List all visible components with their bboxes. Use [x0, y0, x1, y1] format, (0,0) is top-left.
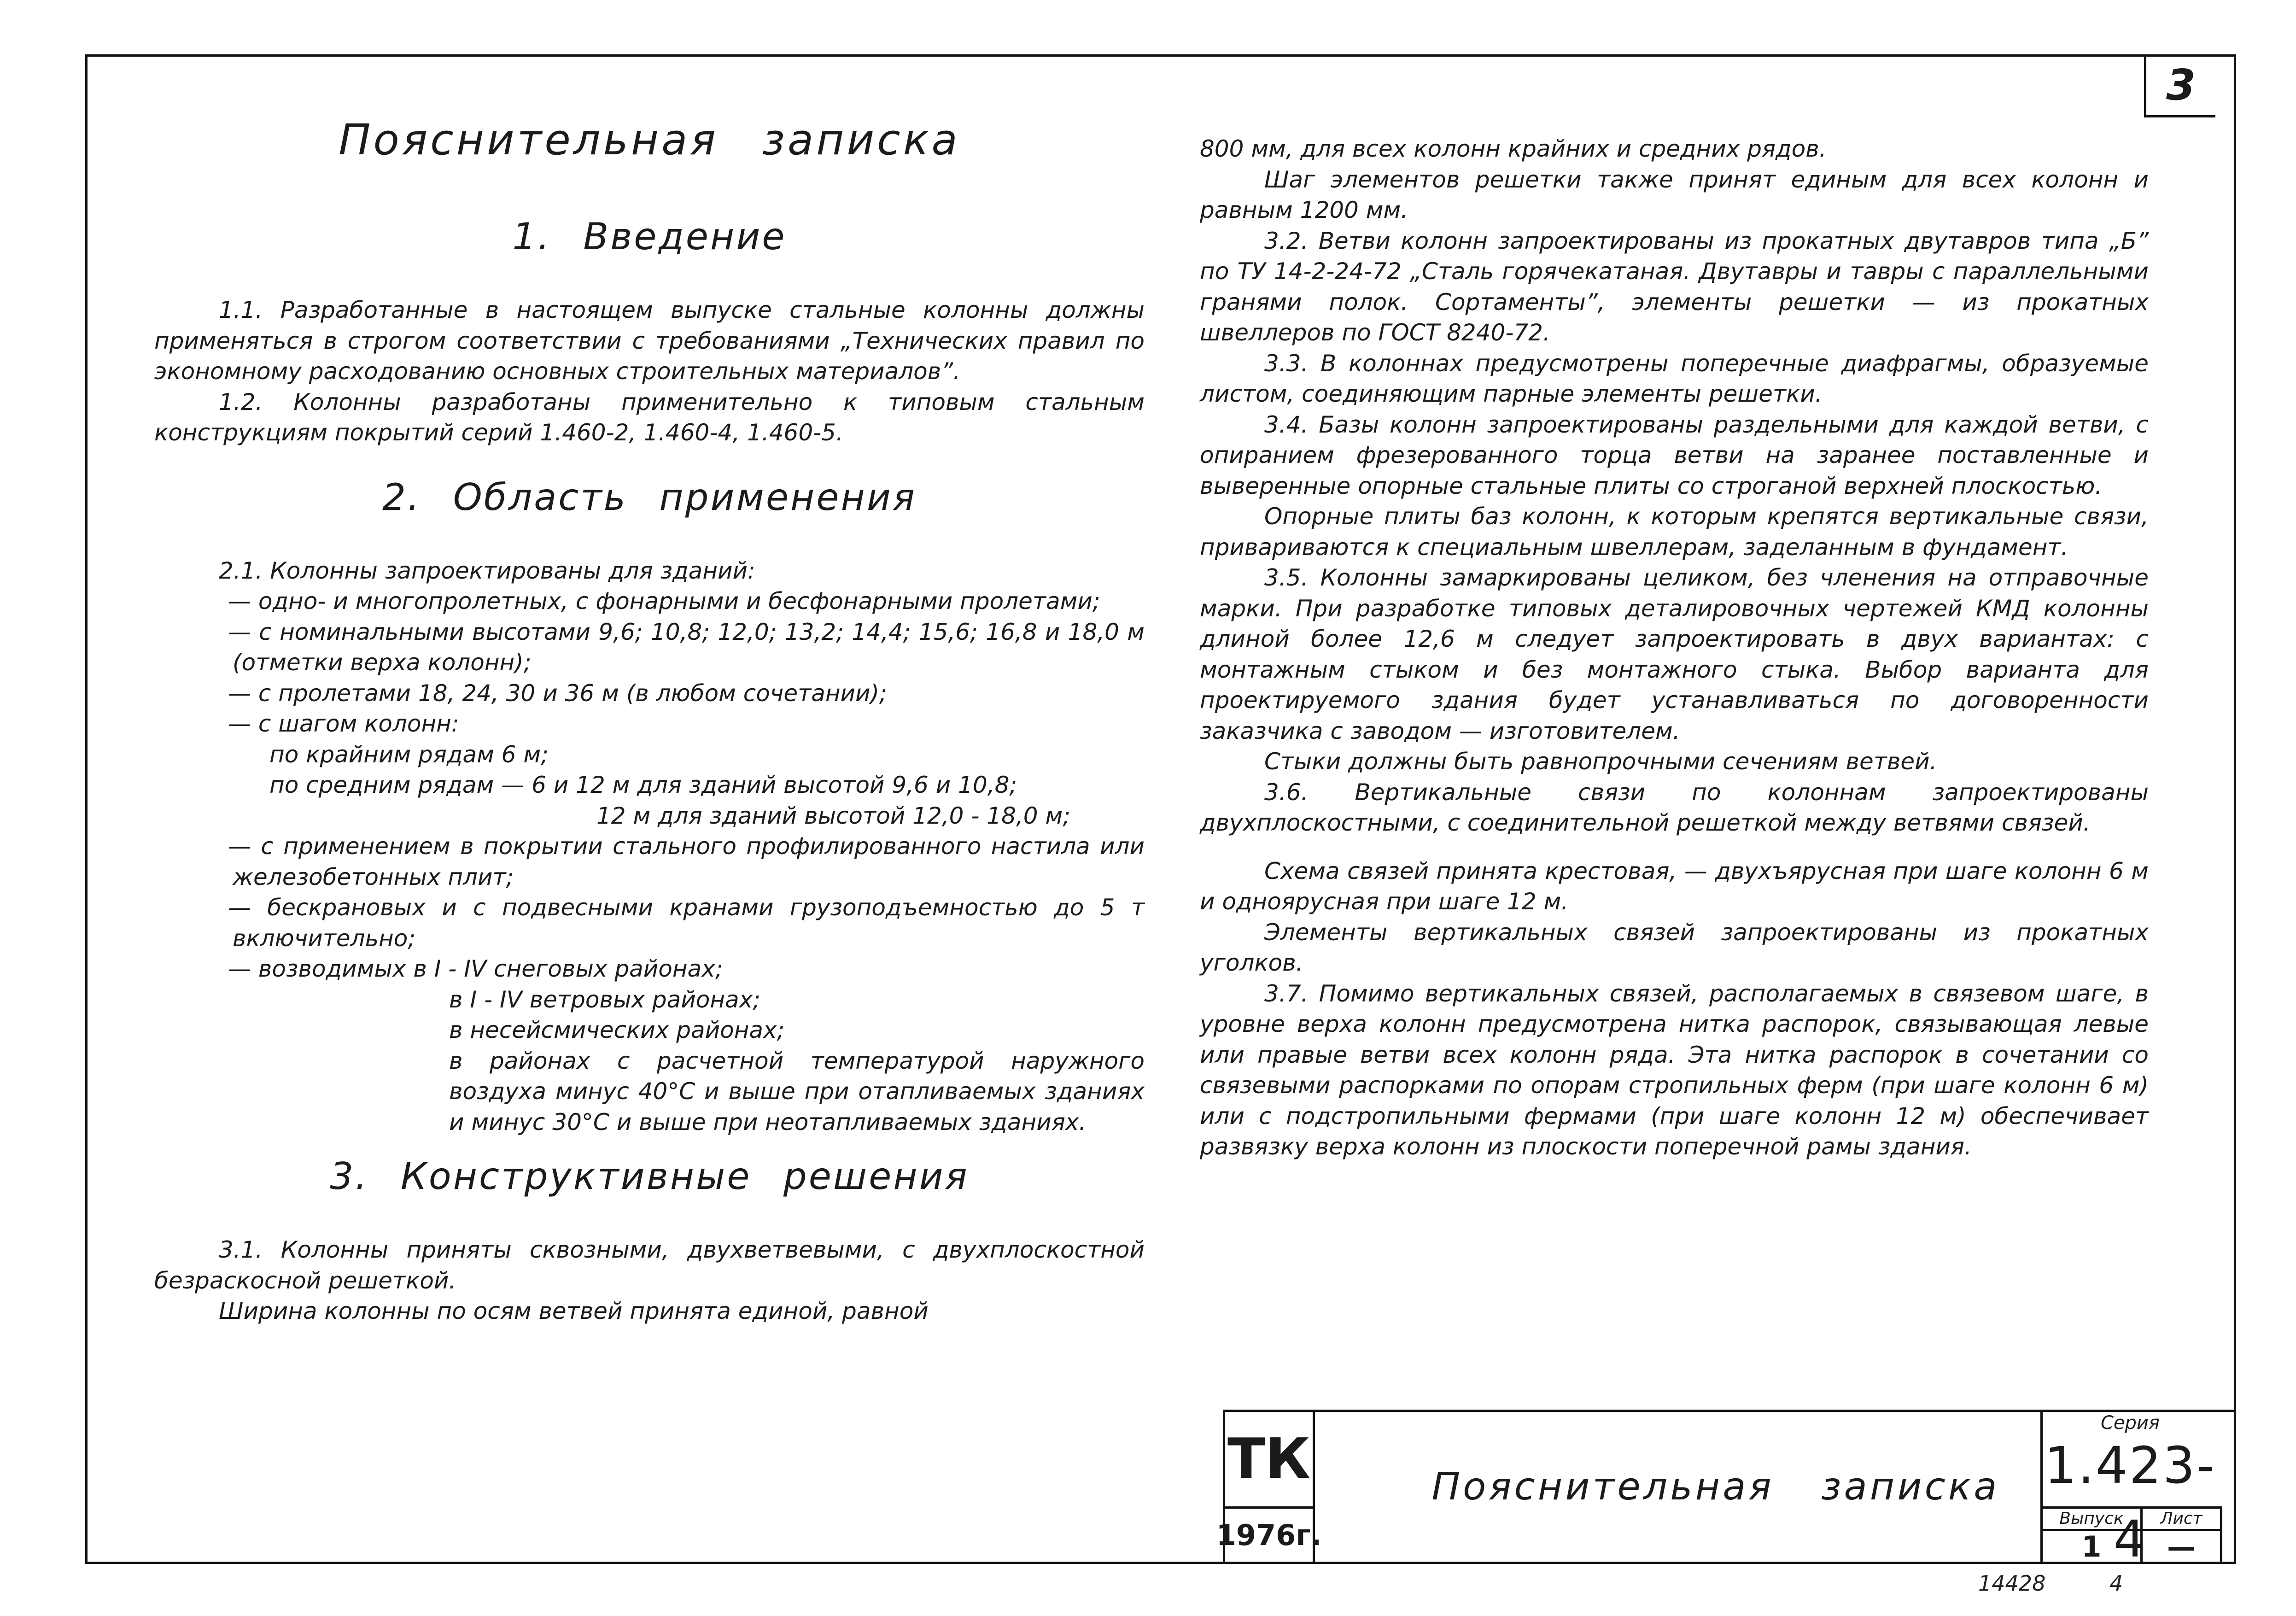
list-item-heights: — с номинальными высотами 9,6; 10,8; 12,0; 13,2; 14,4; 15,6; 16,8 и 18,0 м (отметки верха колонн); [228, 618, 1145, 676]
list-item-column-step: — с шагом колонн: [228, 710, 459, 737]
list-item-spans: — одно- и многопролетных, с фонарными и бесфонарными пролетами; [228, 588, 1100, 615]
section-1-title: 1. Введение [512, 215, 787, 258]
paragraph-3-3: 3.3. В колоннах предусмотрены поперечные диафрагмы, образуемые листом, соединяющим парные элементы решетки. [1200, 350, 2149, 407]
sheet-value: — [2167, 1530, 2196, 1563]
footer-page-number: 4 [2109, 1571, 2123, 1596]
section-3-title: 3. Конструктивные решения [330, 1155, 969, 1198]
paragraph-3-6-scheme: Схема связей принята крестовая, — двухъярусная при шаге колонн 6 м и одноярусная при шаге 12 м. [1200, 857, 2149, 915]
paragraph-3-2: 3.2. Ветви колонн запроектированы из прокатных двутавров типа „Б” по ТУ 14-2-24-72 „Сталь горячекатаная. Двутавры и тавры с параллельными гранями полок. Сортаменты”, элементы решетки — из прокатных швеллеров по ГОСТ 8240-72. [1200, 227, 2149, 346]
section-2-title: 2. Область применения [382, 475, 917, 519]
list-item-snow-regions: — возводимых в I - IV снеговых районах; [228, 955, 723, 982]
list-subitem-seismic: в несейсмических районах; [449, 1017, 785, 1043]
title-block [1216, 1410, 2234, 1569]
series-label: Серия [2101, 1412, 2160, 1434]
paragraph-3-4: 3.4. Базы колонн запроектированы раздельными для каждой ветви, с опиранием фрезерованного торца ветви на заранее поставленные и выверенные опорные стальные плиты со строганой верхней плоскостью. [1200, 411, 2149, 499]
series-value: 1.423-4 [2044, 1436, 2216, 1569]
page-number: 3 [2166, 60, 2196, 110]
paragraph-2-1: 2.1. Колонны запроектированы для зданий: [219, 557, 755, 584]
issue-label: Выпуск [2043, 1509, 2140, 1531]
paragraph-lattice-step: Шаг элементов решетки также принят единым для всех колонн и равным 1200 мм. [1200, 166, 2149, 223]
document-title: Пояснительная записка [339, 115, 960, 164]
paragraph-3-6-elements: Элементы вертикальных связей запроектированы из прокатных уголков. [1200, 919, 2149, 976]
paragraph-3-1: 3.1. Колонны приняты сквозными, двухветвевыми, с двухплоскостной безраскосной решеткой. [154, 1236, 1145, 1294]
list-subitem-temperature: в районах с расчетной температурой наружного воздуха минус 40°С и выше при отапливаемых зданиях и минус 30°С и выше при неотапливаемых зданиях. [449, 1047, 1145, 1136]
list-subitem-wind-regions: в I - IV ветровых районах; [449, 986, 761, 1013]
title-block-doc-title: Пояснительная записка [1431, 1465, 2000, 1509]
organization-code: ТК [1225, 1412, 1315, 1509]
list-item-spans-lengths: — с пролетами 18, 24, 30 и 36 м (в любом сочетании); [228, 679, 887, 707]
right-column [1200, 134, 2149, 1162]
list-subitem-outer-rows: по крайним рядам 6 м; [269, 741, 549, 768]
sheet-label: Лист [2143, 1509, 2220, 1531]
paragraph-1-1: 1.1. Разработанные в настоящем выпуске стальные колонны должны применяться в строгом соответствии с требованиями „Технических правил по экономному расходованию основных строительных материалов”. [154, 297, 1145, 385]
paragraph-3-4-plates: Опорные плиты баз колонн, к которым крепятся вертикальные связи, привариваются к специальным швеллерам, заделанным в фундамент. [1200, 503, 2149, 561]
paragraph-3-7: 3.7. Помимо вертикальных связей, располагаемых в связевом шаге, в уровне верха колонн предусмотрена нитка распорок, связывающая левые или правые ветви всех колонн ряда. Эта нитка распорок в сочетании со связевыми распорками по опорам стропильных ферм (при шаге колонн 6 м) или с подстропильными фермами (при шаге колонн 12 м) обеспечивает развязку верха колонн из плоскости поперечной рамы здания. [1200, 980, 2149, 1160]
issue-value: 1 [2081, 1530, 2102, 1563]
list-subitem-middle-rows-12m: 12 м для зданий высотой 12,0 - 18,0 м; [596, 802, 1071, 829]
series-block [2040, 1412, 2236, 1569]
paragraph-3-5-joints: Стыки должны быть равнопрочными сечениям ветвей. [1264, 748, 1937, 775]
list-item-cranes: — бескрановых и с подвесными кранами грузоподъемностью до 5 т включительно; [228, 894, 1145, 952]
list-item-roofing: — с применением в покрытии стального профилированного настила или железобетонных плит; [228, 833, 1145, 890]
page-number-box [2144, 54, 2215, 117]
paragraph-3-5: 3.5. Колонны замаркированы целиком, без членения на отправочные марки. При разработке типовых деталировочных чертежей КМД колонны длиной более 12,6 м следует запроектировать в двух вариантах: с монтажным стыком и без монтажного стыка. Выбор варианта для проектируемого здания будет устанавливаться по договоренности заказчика с заводом — изготовителем. [1200, 564, 2149, 744]
paragraph-3-6: 3.6. Вертикальные связи по колоннам запроектированы двухплоскостными, с соединительной решеткой между ветвями связей. [1200, 779, 2149, 836]
year-cell: 1976г. [1225, 1509, 1315, 1562]
sheet-cell [2143, 1506, 2222, 1564]
paragraph-1-2: 1.2. Колонны разработаны применительно к типовым стальным конструкциям покрытий серий 1.460-2, 1.460-4, 1.460-5. [154, 388, 1145, 446]
left-column [154, 115, 1145, 1327]
list-subitem-middle-rows: по средним рядам — 6 и 12 м для зданий высотой 9,6 и 10,8; [269, 772, 1017, 798]
paragraph-width-cont: 800 мм, для всех колонн крайних и средних рядов. [1200, 135, 1827, 162]
paragraph-3-1-width: Ширина колонны по осям ветвей принята единой, равной [219, 1298, 929, 1324]
issue-cell [2043, 1506, 2143, 1564]
archive-number: 14428 [1978, 1571, 2046, 1596]
